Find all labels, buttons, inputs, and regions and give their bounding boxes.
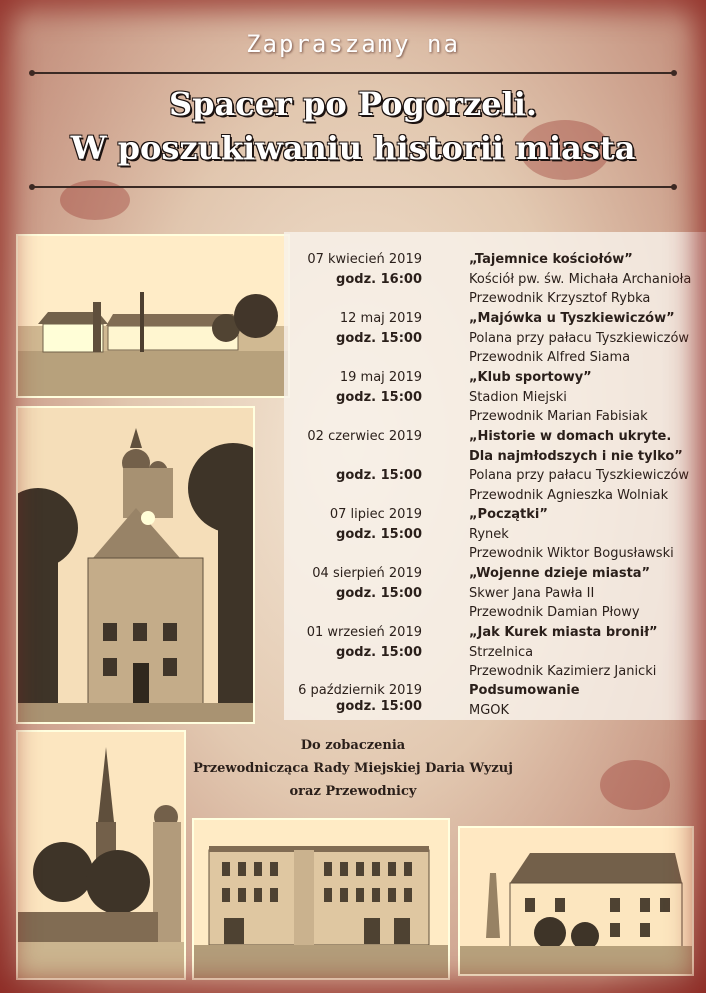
event-date: 12 maj 2019 [339,311,422,326]
event-detail: Stadion Miejski [469,389,567,405]
event-detail: Dla najmłodszych i nie tylko” [469,448,683,464]
event-detail: Rynek [469,526,509,542]
event-detail: Przewodnik Alfred Siama [469,350,631,365]
event-time: godz. 15:00 [336,468,422,483]
event-time: godz. 15:00 [336,526,422,542]
top-rule [32,72,674,74]
bottom-rule [32,186,674,188]
event-detail: Przewodnik Agnieszka Wolniak [469,487,669,503]
closing-line-2: Przewodnicząca Rady Miejskiej Daria Wyzuj [193,761,513,776]
closing-line-3: oraz Przewodnicy [289,784,417,799]
event-detail: Strzelnica [469,644,534,660]
event-time: godz. 15:00 [336,330,422,346]
title-line-1: Spacer po Pogorzeli. [168,85,538,123]
event-detail: MGOK [469,702,510,718]
photo-church [16,406,255,724]
photo-town-square [16,234,290,398]
closing-line-1: Do zobaczenia [300,738,406,753]
event-date: 6 październik 2019 [298,683,422,698]
event-detail: Przewodnik Krzysztof Rybka [469,291,651,306]
event-title: „Klub sportowy” [469,370,592,385]
event-detail: Polana przy pałacu Tyszkiewiczów [469,330,690,346]
event-title: „Historie w domach ukryte. [469,429,672,444]
event-detail: Kościół pw. św. Michała Archanioła [469,271,692,287]
event-title: „Jak Kurek miasta bronił” [469,625,658,640]
event-detail: Przewodnik Marian Fabisiak [469,409,648,424]
event-title: „Majówka u Tyszkiewiczów” [469,311,675,326]
event-date: 19 maj 2019 [339,370,422,385]
invite-text: Zapraszamy na [246,30,460,58]
event-title: „Początki” [469,507,548,522]
event-title: „Wojenne dzieje miasta” [469,566,651,581]
event-time: godz. 15:00 [336,644,422,660]
event-time: godz. 15:00 [336,389,422,405]
photo-house-monument [458,826,694,976]
event-date: 04 sierpień 2019 [312,566,422,581]
event-detail: Polana przy pałacu Tyszkiewiczów [469,468,690,483]
event-detail: Przewodnik Kazimierz Janicki [469,664,657,679]
event-time: godz. 16:00 [336,271,422,287]
event-time: godz. 15:00 [336,699,422,714]
event-date: 01 wrzesień 2019 [306,625,422,640]
event-detail: Skwer Jana Pawła II [469,585,595,601]
event-detail: Przewodnik Damian Płowy [469,605,640,620]
event-time: godz. 15:00 [336,585,422,601]
event-title: Podsumowanie [469,683,580,698]
photo-corner-building [192,818,450,980]
event-date: 07 kwiecień 2019 [307,252,422,267]
event-detail: Przewodnik Wiktor Bogusławski [469,546,674,561]
event-date: 02 czerwiec 2019 [307,429,422,444]
title-line-2: W poszukiwaniu historii miasta [70,129,636,167]
event-title: „Tajemnice kościołów” [469,252,633,267]
event-date: 07 lipiec 2019 [329,507,422,522]
